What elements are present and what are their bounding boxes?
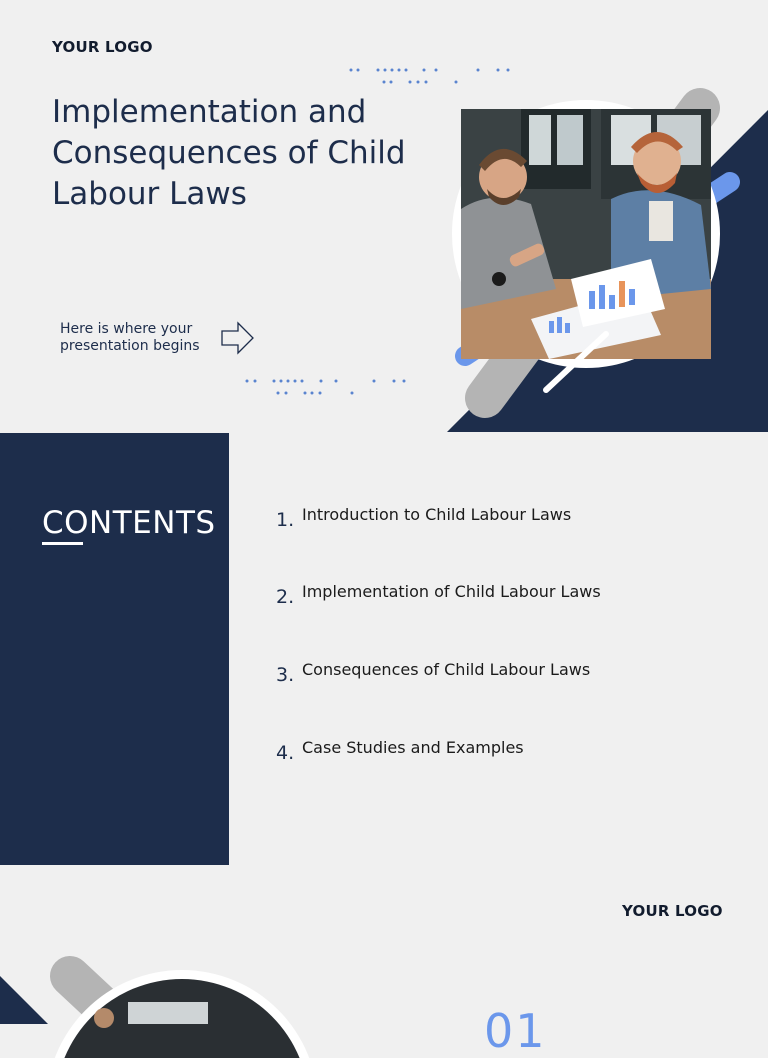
item-text: Case Studies and Examples (302, 738, 524, 757)
logo: YOUR LOGO (52, 38, 153, 56)
section-number: 01 (484, 1004, 547, 1058)
presentation-begins-text: Here is where your presentation begins (60, 321, 200, 354)
item-number: 4. (276, 742, 295, 764)
contents-heading: CONTENTS (42, 505, 216, 541)
presentation-title: Implementation and Consequences of Child Labour Laws (52, 94, 406, 212)
pen-stroke-overlay (0, 0, 768, 432)
section-slide (0, 866, 768, 1058)
item-text: Implementation of Child Labour Laws (302, 582, 601, 601)
contents-slide (0, 433, 768, 865)
navy-triangle (0, 976, 48, 1024)
item-number: 3. (276, 664, 295, 686)
white-accent-line (546, 334, 606, 390)
item-text: Introduction to Child Labour Laws (302, 505, 572, 524)
item-text: Consequences of Child Labour Laws (302, 660, 591, 679)
logo: YOUR LOGO (622, 902, 723, 920)
heading-underline (42, 542, 83, 545)
photo-person (94, 1008, 114, 1028)
contents-sidebar (0, 433, 229, 865)
item-number: 2. (276, 586, 295, 608)
title-slide (0, 0, 768, 432)
photo-window (128, 1002, 208, 1024)
decorative-shapes (0, 866, 768, 1024)
item-number: 1. (276, 509, 295, 531)
